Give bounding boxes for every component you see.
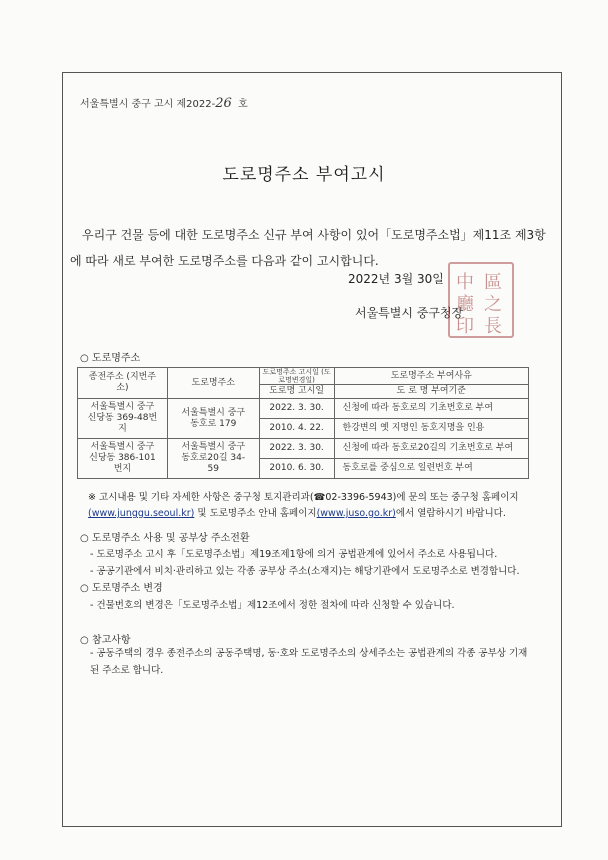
seal-glyph: 區 [484,272,502,293]
address-table [77,367,529,479]
section-ref-heading: ○ 참고사항 [80,635,131,646]
notice-number [80,95,248,111]
seal-glyph: 廳 [456,294,474,315]
seal-glyph: 長 [484,316,502,337]
seal-glyph: 印 [456,316,474,337]
jibun-cell: 서울특별시 중구 신당동 369-48번지 [78,399,168,439]
note-text: 및 도로명주소 안내 홈페이지 [194,508,317,519]
use-item-2: - 공공기관에서 비치·관리하고 있는 각종 공부상 주소(소재지)는 해당기관에서 도로명주소로 변경합니다. [90,566,520,577]
reason-cell: 동호로를 중심으로 일련번호 부여 [334,459,528,479]
col-road-header: 도로명주소 [167,368,259,399]
notice-suffix: 호 [238,99,248,110]
juso-homepage-link[interactable]: (www.juso.go.kr) [316,508,396,519]
sub-road-notice-header: 도로명 고시일 [259,385,334,399]
seal-glyph: 中 [456,272,474,293]
reason-cell: 신청에 따라 동호로의 기초번호로 부여 [334,399,528,419]
section-change-heading: ○ 도로명주소 변경 [80,583,163,594]
issuer: 서울특별시 중구청장 [355,306,464,320]
seal-glyph: 之 [484,294,502,315]
table-row [78,439,529,459]
contact-note [88,490,533,522]
notice-handwritten-number: 26 [215,96,232,111]
road-cell: 서울특별시 중구 동호로20길 34-59 [167,439,259,479]
document-title: 도로명주소 부여고시 [222,165,386,185]
col-reason-header: 도로명주소 부여사유 [334,368,528,385]
ref-item-1: - 공동주택의 경우 종전주소의 공동주택명, 동·호와 도로명주소의 상세주소는 공법관계의 각종 공부상 기재된 주소로 합니다. [90,648,528,676]
use-item-1: - 도로명주소 고시 후「도로명주소법」제19조제1항에 의거 공법관계에 있어서 주소로 사용됩니다. [90,549,498,560]
date-cell: 2010. 4. 22. [259,419,334,439]
col-jibun-header: 종전주소 (지번주소) [78,368,168,399]
table-row [78,399,529,419]
jibun-cell: 서울특별시 중구 신당동 386-101번지 [78,439,168,479]
junggu-homepage-link[interactable]: (www.junggu.seoul.kr) [88,508,195,519]
change-item-1: - 건물번호의 변경은「도로명주소법」제12조에서 정한 절차에 따라 신청할 수 있습니다. [90,600,455,611]
road-cell: 서울특별시 중구 동호로 179 [167,399,259,439]
note-text: ※ 고시내용 및 기타 자세한 사항은 중구청 토지관리과(☎02-3396-5943)에 문의 또는 중구청 홈페이지 [88,492,519,503]
sub-basis-header: 도 로 명 부여기준 [334,385,528,399]
date-cell: 2010. 6. 30. [259,459,334,479]
notice-date: 2022년 3월 30일 [348,272,444,286]
section-address-heading: ○ 도로명주소 [80,353,141,364]
body-text: 우리구 건물 등에 대한 도로명주소 신규 부여 사항이 있어「도로명주소법」제11조 제3항에 따라 새로 부여한 도로명주소를 다음과 같이 고시합니다. [70,228,546,268]
col-notice-date-header: 도로명주소 고시일 (도로명변경일) [259,368,334,385]
notice-prefix: 서울특별시 중구 고시 제2022- [80,99,216,110]
date-cell: 2022. 3. 30. [259,439,334,459]
official-seal [448,262,514,338]
section-use-heading: ○ 도로명주소 사용 및 공부상 주소전환 [80,533,250,544]
reason-cell: 신청에 따라 동호로20길의 기초번호로 부여 [334,439,528,459]
reason-cell: 한강변의 옛 지명인 동호지명을 인용 [334,419,528,439]
date-cell: 2022. 3. 30. [259,399,334,419]
note-text: 에서 열람하시기 바랍니다. [395,508,506,519]
